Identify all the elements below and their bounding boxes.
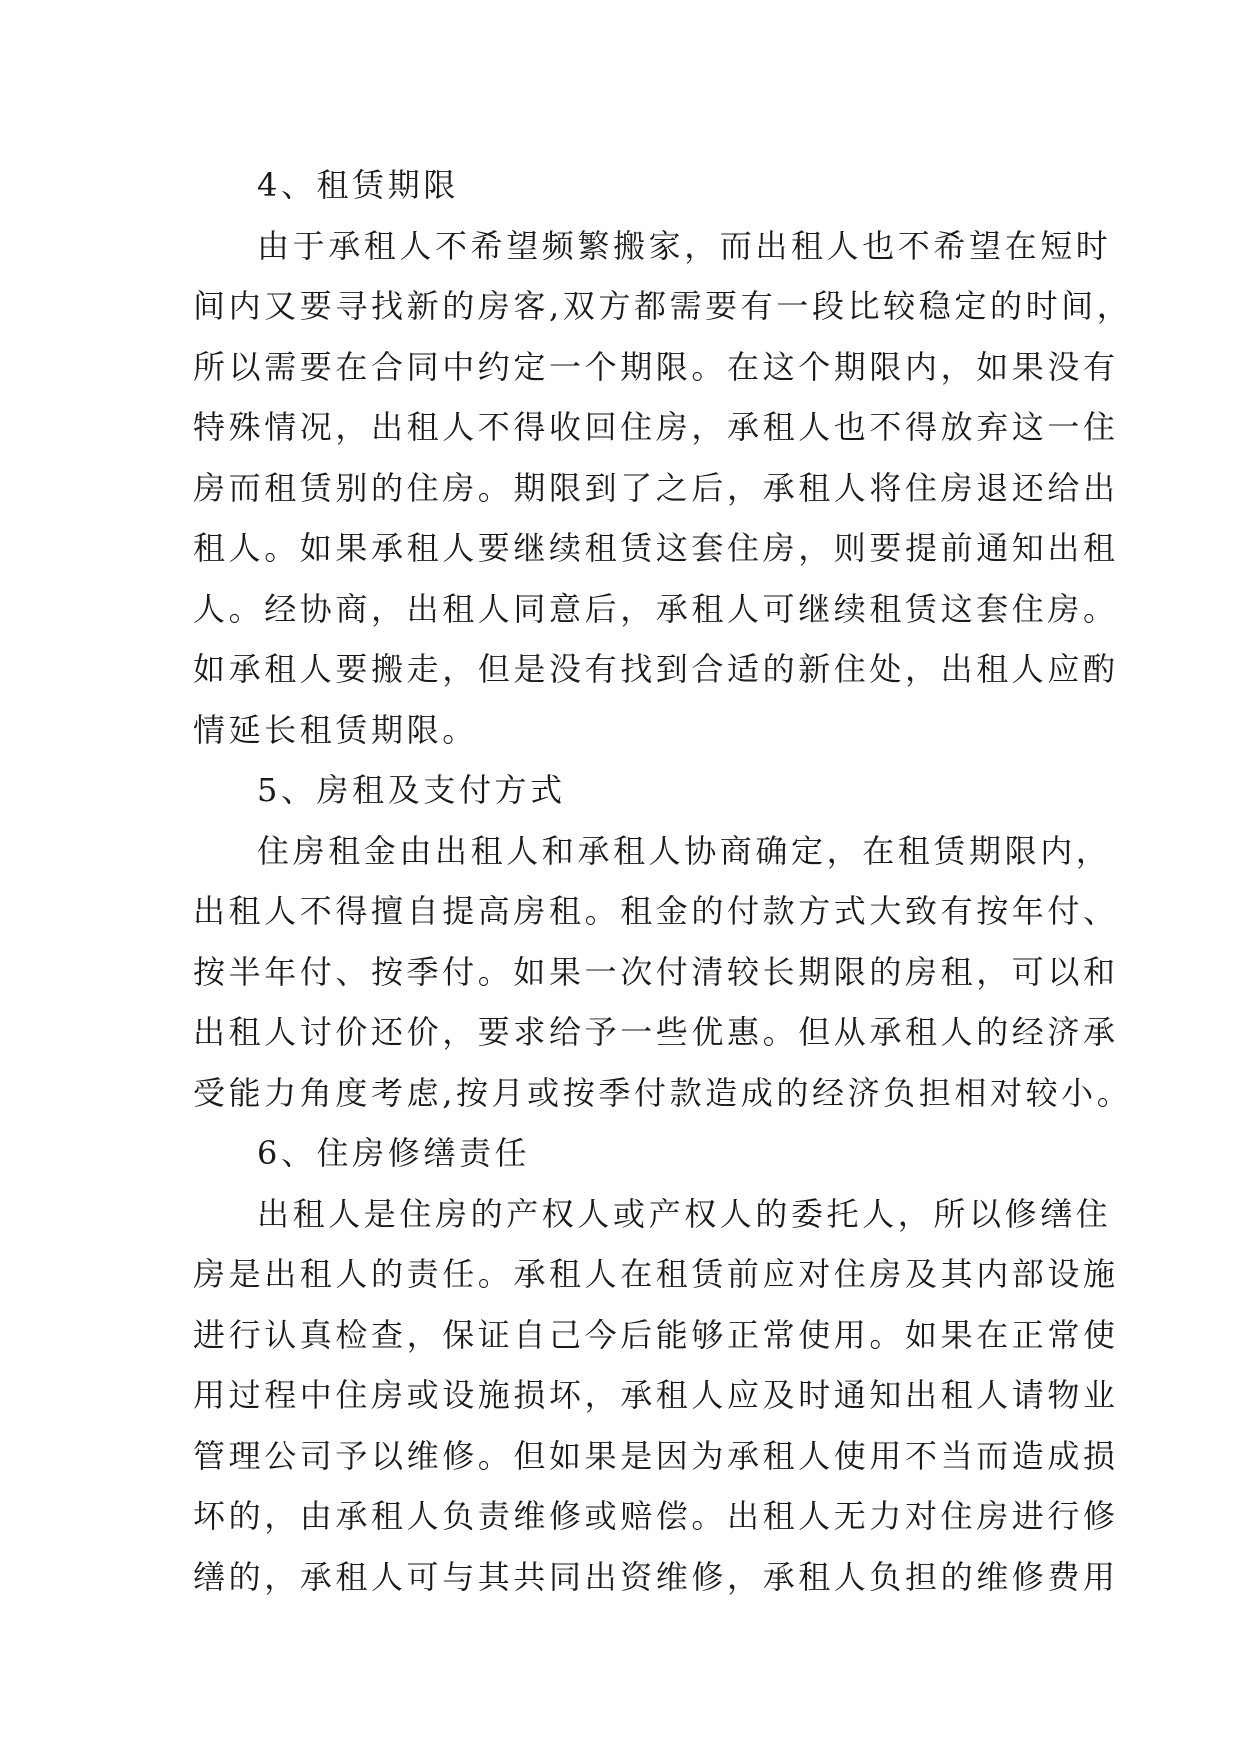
text-line: 4、租赁期限 [257, 166, 459, 204]
text-line: 缮的，承租人可与其共同出资维修，承租人负担的维修费用 [193, 1557, 1119, 1596]
text-line: 间内又要寻找新的房客,双方都需要有一段比较稳定的时间， [193, 287, 1133, 325]
text-line: 如承租人要搬走，但是没有找到合适的新住处，出租人应酌 [193, 650, 1119, 688]
document-body [193, 155, 1133, 1607]
text-line: 房是出租人的责任。承租人在租赁前应对住房及其内部设施 [193, 1255, 1119, 1293]
text-line: 受能力角度考虑,按月或按季付款造成的经济负担相对较小。 [193, 1073, 1133, 1112]
text-line: 出租人不得擅自提高房租。租金的付款方式大致有按年付、 [193, 892, 1119, 930]
text-line: 进行认真检查，保证自己今后能够正常使用。如果在正常使 [193, 1315, 1119, 1354]
text-line: 坏的，由承租人负责维修或赔偿。出租人无力对住房进行修 [193, 1497, 1119, 1535]
text-line: 特殊情况，出租人不得收回住房，承租人也不得放弃这一住 [193, 408, 1119, 446]
text-line: 情延长租赁期限。 [193, 710, 478, 749]
text-line: 5、房租及支付方式 [257, 771, 566, 809]
text-line: 人。经协商，出租人同意后，承租人可继续租赁这套住房。 [193, 589, 1119, 628]
text-line: 用过程中住房或设施损坏，承租人应及时通知出租人请物业 [193, 1376, 1119, 1414]
text-line: 管理公司予以维修。但如果是因为承租人使用不当而造成损 [193, 1436, 1119, 1475]
text-line: 由于承租人不希望频繁搬家，而出租人也不希望在短时 [257, 226, 1112, 265]
text-line: 房而租赁别的住房。期限到了之后，承租人将住房退还给出 [193, 468, 1119, 507]
text-line: 按半年付、按季付。如果一次付清较长期限的房租，可以和 [193, 952, 1119, 991]
text-line: 租人。如果承租人要继续租赁这套住房，则要提前通知出租 [193, 529, 1119, 567]
text-line: 所以需要在合同中约定一个期限。在这个期限内，如果没有 [193, 347, 1119, 386]
text-line: 出租人讨价还价，要求给予一些优惠。但从承租人的经济承 [193, 1013, 1119, 1051]
text-line: 出租人是住房的产权人或产权人的委托人，所以修缮住 [257, 1194, 1112, 1233]
text-line: 6、住房修缮责任 [257, 1134, 531, 1172]
text-line: 住房租金由出租人和承租人协商确定，在租赁期限内， [257, 831, 1112, 870]
